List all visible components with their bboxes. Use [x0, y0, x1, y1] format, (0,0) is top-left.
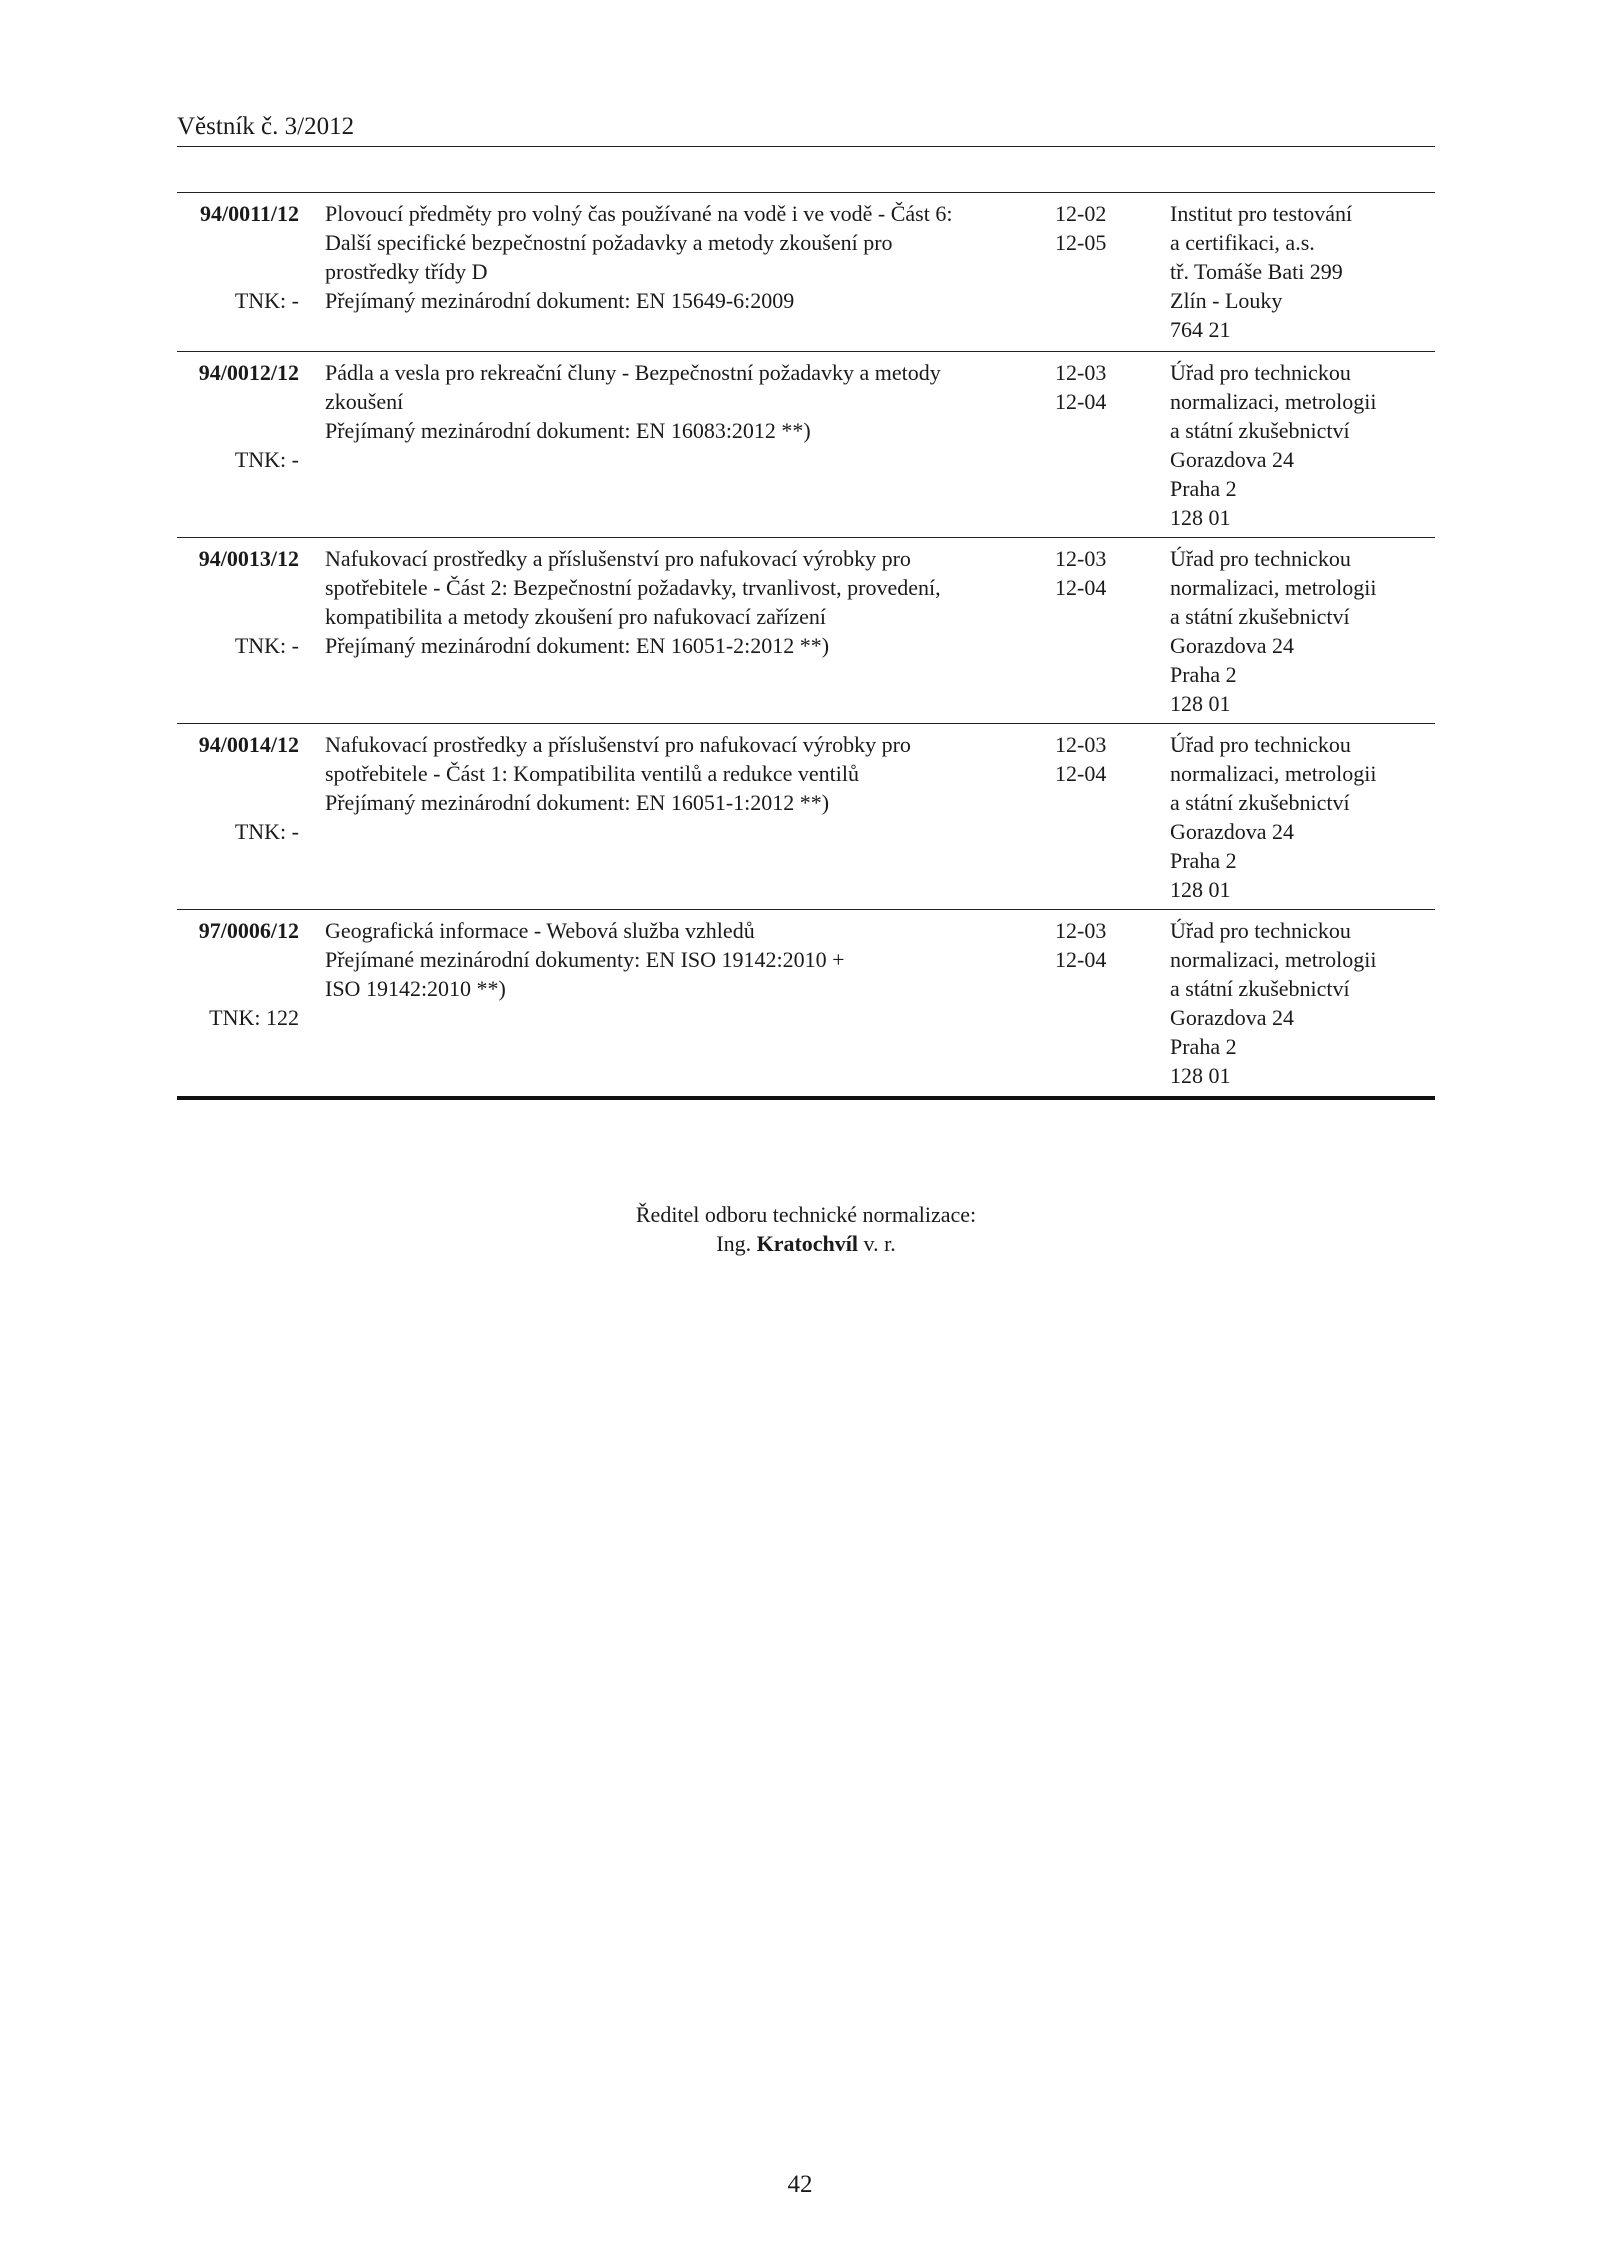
- organization-line: a státní zkušebnictví: [1170, 790, 1350, 815]
- tnk-label: TNK: 122: [209, 1005, 299, 1030]
- organization-line: Úřad pro technickou: [1170, 546, 1351, 571]
- signature-role: Ředitel odboru technické normalizace:: [635, 1202, 977, 1227]
- description-line: Přejímaný mezinárodní dokument: EN 16051-2:2012 **): [325, 633, 830, 658]
- organization-line: normalizaci, metrologii: [1170, 575, 1377, 600]
- standard-description: [325, 730, 911, 817]
- organization-line: 128 01: [1170, 877, 1231, 902]
- classification-code: 12-03: [1055, 732, 1107, 757]
- table-row: [177, 909, 1435, 1096]
- organization-line: tř. Tomáše Bati 299: [1170, 259, 1343, 284]
- classification-codes: [1055, 916, 1125, 974]
- organization-line: Úřad pro technickou: [1170, 918, 1351, 943]
- organization-line: Gorazdova 24: [1170, 1005, 1295, 1030]
- organization-line: normalizaci, metrologii: [1170, 761, 1377, 786]
- description-line: zkoušení: [325, 389, 404, 414]
- organization-line: Praha 2: [1170, 476, 1237, 501]
- description-line: Přejímaný mezinárodní dokument: EN 16051-1:2012 **): [325, 790, 830, 815]
- journal-title: Věstník č. 3/2012: [177, 113, 355, 140]
- table-row: [177, 537, 1435, 723]
- description-line: Nafukovací prostředky a příslušenství pro nafukovací výrobky pro: [325, 732, 911, 757]
- organization-line: Úřad pro technickou: [1170, 360, 1351, 385]
- tnk-label: TNK: -: [234, 633, 299, 658]
- signature-block: [177, 1200, 1435, 1258]
- description-line: Přejímané mezinárodní dokumenty: EN ISO 19142:2010 +: [325, 947, 845, 972]
- classification-code: 12-03: [1055, 918, 1107, 943]
- table-row: [177, 351, 1435, 537]
- organization-line: Úřad pro technickou: [1170, 732, 1351, 757]
- description-line: kompatibilita a metody zkoušení pro nafukovací zařízení: [325, 604, 826, 629]
- classification-codes: [1055, 730, 1125, 788]
- description-line: Geografická informace - Webová služba vzhledů: [325, 918, 755, 943]
- description-line: spotřebitele - Část 2: Bezpečnostní požadavky, trvanlivost, provedení,: [325, 575, 941, 600]
- standard-number: 94/0014/12: [198, 732, 299, 757]
- organization-line: 128 01: [1170, 691, 1231, 716]
- description-line: spotřebitele - Část 1: Kompatibilita ventilů a redukce ventilů: [325, 761, 859, 786]
- tnk-label: TNK: -: [234, 447, 299, 472]
- standard-description: [325, 916, 885, 1003]
- description-line: Pádla a vesla pro rekreační čluny - Bezpečnostní požadavky a metody: [325, 360, 941, 385]
- classification-code: 12-05: [1055, 230, 1107, 255]
- classification-code: 12-03: [1055, 360, 1107, 385]
- organization-line: Gorazdova 24: [1170, 633, 1295, 658]
- organization-line: a státní zkušebnictví: [1170, 418, 1350, 443]
- description-line: Nafukovací prostředky a příslušenství pro nafukovací výrobky pro: [325, 546, 911, 571]
- organization-line: Praha 2: [1170, 662, 1237, 687]
- organization-line: normalizaci, metrologii: [1170, 389, 1377, 414]
- organization-line: 128 01: [1170, 505, 1231, 530]
- organization-line: Gorazdova 24: [1170, 819, 1295, 844]
- organization-line: 128 01: [1170, 1063, 1231, 1088]
- description-line: prostředky třídy D: [325, 259, 488, 284]
- description-line: Přejímaný mezinárodní dokument: EN 15649-6:2009: [325, 288, 795, 313]
- organization-line: Praha 2: [1170, 1034, 1237, 1059]
- processor-organization: [1170, 916, 1435, 1090]
- page-number: 42: [787, 2171, 813, 2198]
- standard-description: [325, 199, 953, 315]
- tnk-label: TNK: -: [234, 819, 299, 844]
- standard-number: 94/0013/12: [198, 546, 299, 571]
- table-row: [177, 723, 1435, 909]
- classification-code: 12-03: [1055, 546, 1107, 571]
- classification-code: 12-02: [1055, 201, 1107, 226]
- page-header: [177, 112, 1435, 147]
- tnk-label: TNK: -: [234, 288, 299, 313]
- classification-code: 12-04: [1055, 389, 1107, 414]
- standards-table: [177, 192, 1435, 1100]
- organization-line: 764 21: [1170, 317, 1231, 342]
- standard-description: [325, 544, 941, 660]
- description-line: Další specifické bezpečnostní požadavky a metody zkoušení pro: [325, 230, 893, 255]
- description-line: Přejímaný mezinárodní dokument: EN 16083:2012 **): [325, 418, 811, 443]
- organization-line: Zlín - Louky: [1170, 288, 1283, 313]
- processor-organization: [1170, 358, 1435, 532]
- processor-organization: [1170, 544, 1435, 718]
- processor-organization: [1170, 199, 1435, 344]
- classification-code: 12-04: [1055, 575, 1107, 600]
- organization-line: Praha 2: [1170, 848, 1237, 873]
- organization-line: a certifikaci, a.s.: [1170, 230, 1315, 255]
- classification-codes: [1055, 199, 1125, 257]
- signature-name-line: [177, 1229, 1435, 1258]
- classification-codes: [1055, 544, 1125, 602]
- standard-description: [325, 358, 941, 445]
- table-row: [177, 193, 1435, 351]
- standard-number: 94/0012/12: [198, 360, 299, 385]
- organization-line: Gorazdova 24: [1170, 447, 1295, 472]
- description-line: ISO 19142:2010 **): [325, 976, 506, 1001]
- classification-code: 12-04: [1055, 761, 1107, 786]
- description-line: Plovoucí předměty pro volný čas používané na vodě i ve vodě - Část 6:: [325, 201, 953, 226]
- signature-name: Kratochvíl: [756, 1231, 859, 1256]
- organization-line: a státní zkušebnictví: [1170, 976, 1350, 1001]
- classification-codes: [1055, 358, 1125, 416]
- classification-code: 12-04: [1055, 947, 1107, 972]
- standard-number: 97/0006/12: [198, 918, 299, 943]
- organization-line: a státní zkušebnictví: [1170, 604, 1350, 629]
- signature-prefix: Ing.: [716, 1231, 752, 1256]
- processor-organization: [1170, 730, 1435, 904]
- organization-line: normalizaci, metrologii: [1170, 947, 1377, 972]
- standard-number: 94/0011/12: [199, 201, 299, 226]
- signature-suffix: v. r.: [863, 1231, 896, 1256]
- organization-line: Institut pro testování: [1170, 201, 1353, 226]
